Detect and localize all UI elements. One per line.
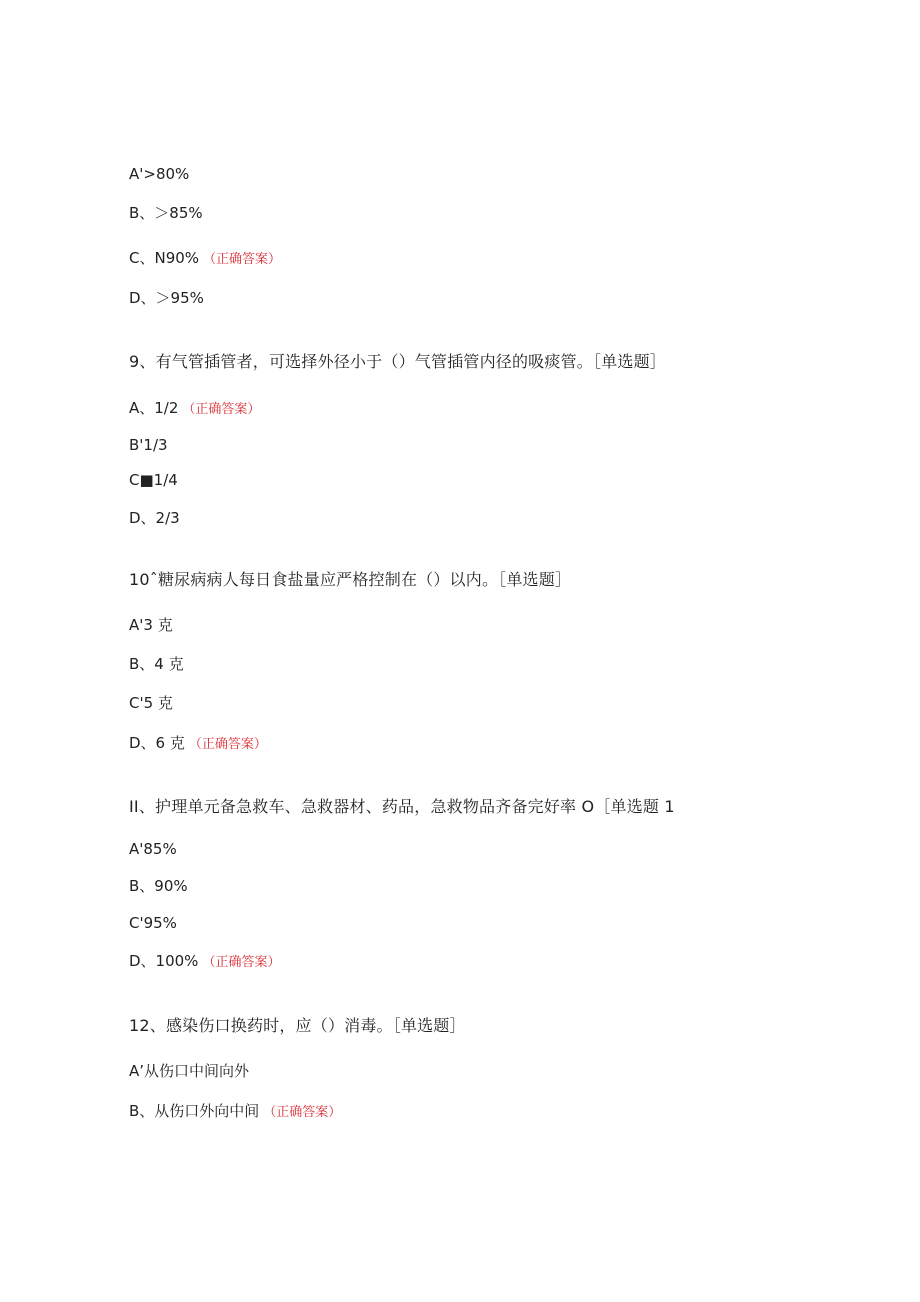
option-line: B、＞85% xyxy=(129,204,203,222)
option-line: D、＞95% xyxy=(129,289,204,307)
option-line: B、4 克 xyxy=(129,655,184,673)
option-line: C'5 克 xyxy=(129,694,173,712)
correct-answer-tag: （正确答案） xyxy=(203,252,282,267)
option-line: B、90% xyxy=(129,877,188,895)
option-line: A'85% xyxy=(129,840,177,858)
correct-answer-tag: （正确答案） xyxy=(188,737,267,752)
option-line: A'3 克 xyxy=(129,616,173,634)
option-line: D、6 克 （正确答案） xyxy=(129,734,267,752)
option-line: D、2/3 xyxy=(129,509,180,527)
option-line: B、从伤口外向中间 （正确答案） xyxy=(129,1102,342,1120)
option-line: C■1/4 xyxy=(129,471,178,489)
correct-answer-tag: （正确答案） xyxy=(182,402,261,417)
option-line: C'95% xyxy=(129,914,177,932)
question-9: 9、有气管插管者，可选择外径小于（）气管插管内径的吸痰管。［单选题］ xyxy=(129,352,666,371)
question-12: 12、感染伤口换药时，应（）消毒。［单选题］ xyxy=(129,1016,466,1035)
option-line: A、1/2 （正确答案） xyxy=(129,399,261,417)
correct-answer-tag: （正确答案） xyxy=(263,1105,342,1120)
option-line: A’从伤口中间向外 xyxy=(129,1062,250,1080)
question-11: II、护理单元备急救车、急救器材、药品，急救物品齐备完好率 O［单选题 1 xyxy=(129,797,675,816)
option-line: D、100% （正确答案） xyxy=(129,952,281,970)
correct-answer-tag: （正确答案） xyxy=(202,955,281,970)
option-line: B'1/3 xyxy=(129,436,168,454)
question-10: 10ˆ糖尿病病人每日食盐量应严格控制在（）以内。［单选题］ xyxy=(129,570,572,589)
option-line: C、N90% （正确答案） xyxy=(129,249,282,267)
option-line: A'>80% xyxy=(129,165,190,183)
